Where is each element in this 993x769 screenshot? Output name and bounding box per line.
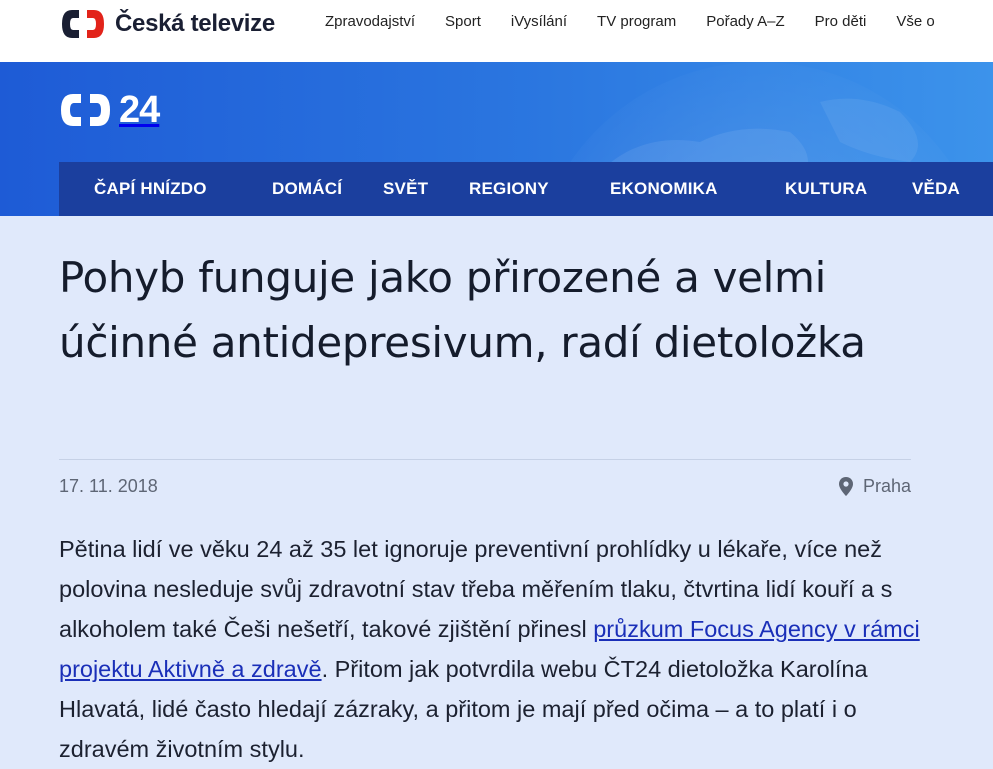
- ceska-televize-home-link[interactable]: [59, 7, 275, 41]
- ct-logo-icon: [59, 7, 107, 41]
- location-label: Praha: [862, 476, 911, 496]
- section-veda[interactable]: VĚDA: [912, 179, 961, 198]
- article-headline: Pohyb funguje jako přirozené a velmi účinné antidepresivum, radí dietoložka: [59, 253, 866, 367]
- ct24-logo-icon: [59, 92, 113, 128]
- section-regiony[interactable]: REGIONY: [469, 179, 549, 198]
- nav-zpravodajstvi[interactable]: Zpravodajství: [325, 13, 416, 30]
- section-domaci[interactable]: DOMÁCÍ: [272, 179, 343, 198]
- section-kultura[interactable]: KULTURA: [785, 179, 868, 198]
- ct24-home-link[interactable]: [59, 91, 159, 129]
- section-navigation: [59, 162, 993, 216]
- article-location: [839, 476, 911, 497]
- main-navigation: [325, 13, 965, 30]
- headline-divider: [59, 459, 911, 460]
- perex-text-end: . Přitom jak potvrdila webu ČT24 dietoložka Karolína Hlavatá, lidé často hledají zázraky, a přitom je mají před očima – a to platí i o zdravém životním stylu.: [59, 656, 868, 762]
- article-perex: [59, 529, 929, 769]
- section-svet[interactable]: SVĚT: [383, 179, 429, 198]
- brand-name: Česká televize: [115, 10, 275, 37]
- top-bar: [0, 0, 993, 62]
- nav-sport[interactable]: Sport: [445, 13, 481, 30]
- nav-tv-program[interactable]: TV program: [597, 13, 677, 30]
- section-ekonomika[interactable]: EKONOMIKA: [610, 179, 718, 198]
- nav-ivysilani[interactable]: iVysílání: [510, 13, 568, 30]
- nav-porady-a-z[interactable]: Pořady A–Z: [706, 13, 785, 30]
- map-pin-icon: [839, 477, 853, 496]
- nav-pro-deti[interactable]: Pro děti: [814, 13, 867, 30]
- section-capi-hnizdo[interactable]: ČAPÍ HNÍZDO: [94, 179, 207, 198]
- ct24-logo-number: 24: [119, 89, 160, 131]
- nav-vse-o[interactable]: Vše o: [896, 13, 935, 30]
- survey-link[interactable]: průzkum Focus Agency v rámci projektu Aktivně a zdravě: [59, 616, 920, 682]
- perex-text-start: Pětina lidí ve věku 24 až 35 let ignoruje preventivní prohlídky u lékaře, více než polovina nesleduje svůj zdravotní stav třeba měřením tlaku, čtvrtina lidí kouří a s alkoholem také Češi nešetří, takové zjištění přinesl: [59, 536, 893, 642]
- ct24-header: [0, 62, 993, 216]
- article-date: 17. 11. 2018: [59, 476, 158, 496]
